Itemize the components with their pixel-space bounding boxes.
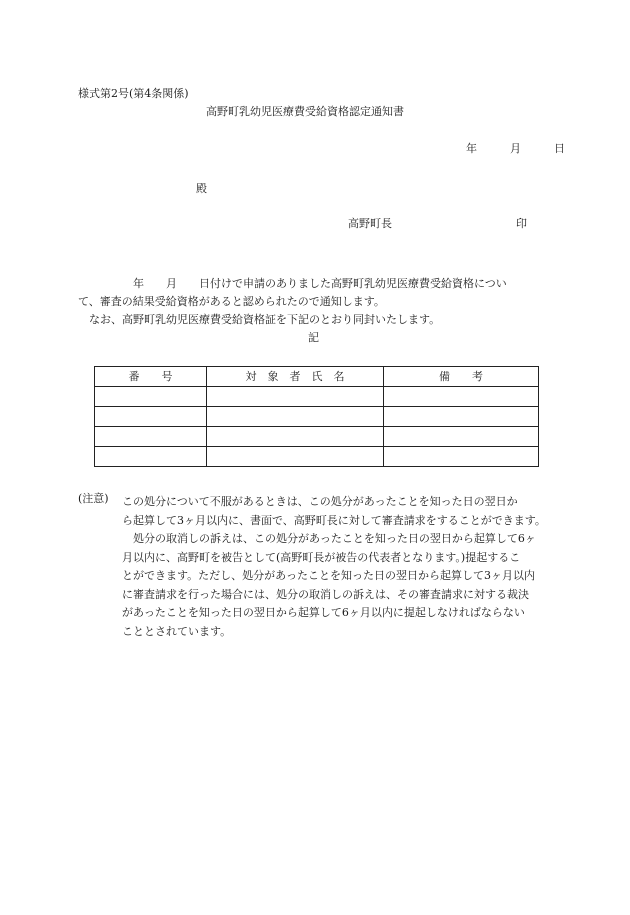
note-line: とができます。ただし、処分があったことを知った日の翌日から起算して3ヶ月以内 bbox=[122, 569, 536, 582]
notice-paragraph-1-line-1: 年 月 日付けで申請のありました高野町乳幼児医療費受給資格につい bbox=[78, 277, 507, 290]
note-line: があったことを知った日の翌日から起算して6ヶ月以内に提起しなければならない bbox=[122, 606, 525, 619]
table-row bbox=[95, 427, 539, 447]
table-cell bbox=[207, 447, 384, 467]
note-text bbox=[122, 493, 554, 641]
table-cell bbox=[207, 387, 384, 407]
table-cell bbox=[95, 387, 207, 407]
ki-heading: 記 bbox=[308, 331, 319, 344]
table-cell bbox=[95, 427, 207, 447]
note-line: 処分の取消しの訴えは、この処分があったことを知った日の翌日から起算して6ヶ bbox=[122, 532, 536, 545]
form-number: 様式第2号(第4条関係) bbox=[78, 87, 189, 100]
column-header-name: 対 象 者 氏 名 bbox=[207, 367, 384, 387]
table-row bbox=[95, 387, 539, 407]
table-cell bbox=[207, 427, 384, 447]
table-cell bbox=[95, 447, 207, 467]
note-label: (注意) bbox=[78, 492, 109, 505]
notice-paragraph-2: なお、高野町乳幼児医療費受給資格証を下記のとおり同封いたします。 bbox=[78, 313, 441, 326]
column-header-remarks: 備 考 bbox=[384, 367, 539, 387]
note-line: この処分について不服があるときは、この処分があったことを知った日の翌日か bbox=[122, 495, 518, 508]
table-cell bbox=[95, 407, 207, 427]
table-header-row bbox=[95, 367, 539, 387]
document-title: 高野町乳幼児医療費受給資格認定通知書 bbox=[206, 105, 404, 118]
note-line: ら起算して3ヶ月以内に、書面で、高野町長に対して審査請求をすることができます。 bbox=[122, 513, 546, 527]
table-row bbox=[95, 407, 539, 427]
column-header-number: 番 号 bbox=[95, 367, 207, 387]
notice-body bbox=[78, 275, 552, 329]
date-day: 日 bbox=[554, 142, 565, 155]
date-line bbox=[466, 143, 565, 154]
note-line: に審査請求を行った場合には、処分の取消しの訴えは、その審査請求に対する裁決 bbox=[122, 587, 529, 601]
recipient-table bbox=[94, 366, 539, 467]
note-line: 月以内に、高野町を被告として(高野町長が被告の代表者となります。)提起するこ bbox=[122, 550, 521, 564]
date-month: 月 bbox=[510, 142, 521, 155]
seal-mark: 印 bbox=[516, 217, 527, 230]
issuer-name: 高野町長 bbox=[348, 217, 392, 230]
date-year: 年 bbox=[466, 142, 477, 155]
table-cell bbox=[384, 407, 539, 427]
notice-paragraph-1-line-2: て、審査の結果受給資格があると認められたので通知します。 bbox=[78, 295, 385, 308]
table-row bbox=[95, 447, 539, 467]
table-cell bbox=[384, 447, 539, 467]
table-cell bbox=[207, 407, 384, 427]
note-line: こととされています。 bbox=[122, 624, 232, 638]
table-cell bbox=[384, 427, 539, 447]
table-cell bbox=[384, 387, 539, 407]
addressee-suffix: 殿 bbox=[196, 182, 207, 195]
